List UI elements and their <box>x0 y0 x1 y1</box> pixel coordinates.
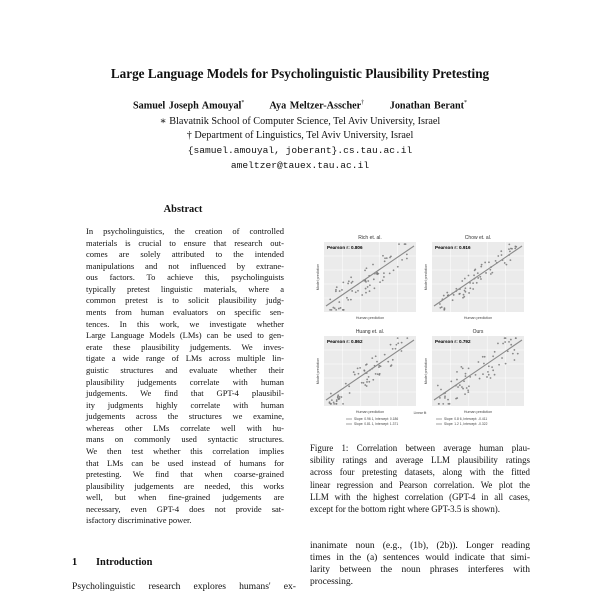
data-point <box>486 376 488 378</box>
data-point <box>373 278 375 280</box>
legend-entry: Slope: 0.81 1, Intercept: 1.371 <box>354 422 399 426</box>
data-point <box>508 248 510 250</box>
data-point <box>474 269 476 271</box>
data-point <box>440 389 442 391</box>
abstract-line: materials is crucial to ensure that research out- <box>86 237 284 248</box>
plot-panel <box>432 242 524 312</box>
data-point <box>515 337 517 339</box>
data-point <box>457 386 459 388</box>
data-point <box>361 294 363 296</box>
data-point <box>382 279 384 281</box>
data-point <box>372 264 374 266</box>
data-point <box>492 369 494 371</box>
abstract-line: pretesting. We find that when coarse-grained <box>86 469 284 480</box>
data-point <box>509 250 511 252</box>
data-point <box>473 274 475 276</box>
data-point <box>462 368 464 370</box>
data-point <box>472 288 474 290</box>
figure-1 <box>312 226 528 431</box>
data-point <box>444 397 446 399</box>
data-point <box>339 290 341 292</box>
data-point <box>484 262 486 264</box>
y-axis-label: Model prediction <box>424 263 428 291</box>
legend-title: Linear fit <box>413 411 427 415</box>
abstract-line: common pretest is to solicit plausibility judg- <box>86 295 284 306</box>
pearson-annotation: Pearson r: 0.862 <box>327 339 363 344</box>
data-point <box>444 307 446 309</box>
data-point <box>442 403 444 405</box>
data-point <box>337 396 339 398</box>
data-point <box>505 363 507 365</box>
data-point <box>347 283 349 285</box>
abstract-line: plausibility judgements are needed, this works <box>86 480 284 491</box>
data-point <box>510 339 512 341</box>
legend-entry: Slope: 1.2 1, Intercept: -0.322 <box>444 422 488 426</box>
data-point <box>348 385 350 387</box>
data-point <box>479 378 481 380</box>
caption-line: across four pretesting datasets, along with the fitted <box>310 467 530 478</box>
data-point <box>484 356 486 358</box>
data-point <box>330 393 332 395</box>
data-point <box>377 373 379 375</box>
data-point <box>383 272 385 274</box>
data-point <box>487 371 489 373</box>
data-point <box>390 344 392 346</box>
data-point <box>466 387 468 389</box>
data-point <box>338 308 340 310</box>
data-point <box>375 355 377 357</box>
subplot-title: Ours <box>472 329 484 335</box>
caption-line: sibility ratings and average LLM plausibility ratings <box>310 455 530 466</box>
data-point <box>438 403 440 405</box>
data-point <box>331 309 333 311</box>
abstract-line: isfactory discriminative power. <box>86 515 192 526</box>
abstract-line: Large Language Models (LMs) can be used to gen- <box>86 330 284 341</box>
data-point <box>465 375 467 377</box>
email: {samuel.amouyal, joberant}.cs.tau.ac.il <box>187 145 413 156</box>
data-point <box>401 342 403 344</box>
data-point <box>368 376 370 378</box>
data-point <box>386 257 388 259</box>
abstract-line: well, but when fine-grained judgements are <box>86 492 284 503</box>
data-point <box>510 259 512 261</box>
data-point <box>468 292 470 294</box>
data-point <box>378 374 380 376</box>
abstract-line: erate these plausibility judgements. We inves- <box>86 341 284 352</box>
data-point <box>363 369 365 371</box>
data-point <box>469 287 471 289</box>
data-point <box>504 262 506 264</box>
data-point <box>456 379 458 381</box>
abstract-line: that LMs can be used instead of humans for <box>86 457 284 468</box>
paper-title: Large Language Models for Psycholinguistic Plausibility Pretesting <box>110 66 490 81</box>
data-point <box>439 397 441 399</box>
data-point <box>464 287 466 289</box>
data-point <box>365 281 367 283</box>
data-point <box>335 289 337 291</box>
data-point <box>366 363 368 365</box>
x-axis-label: Human prediction <box>355 410 385 414</box>
pearson-annotation: Pearson r: 0.806 <box>327 245 363 250</box>
legend-entry: Slope: 0.96 1, Intercept: 0.186 <box>354 417 399 421</box>
section-heading <box>72 557 152 568</box>
data-point <box>396 344 398 346</box>
abstract-line: ous factors. To achieve this, psycholinguists <box>86 272 284 283</box>
data-point <box>378 365 380 367</box>
data-point <box>500 250 502 252</box>
plot-panel <box>432 336 524 406</box>
data-point <box>346 297 348 299</box>
data-point <box>355 291 357 293</box>
data-point <box>482 373 484 375</box>
data-point <box>467 389 469 391</box>
abstract-line: manipulations and not influenced by extrane- <box>86 260 284 271</box>
data-point <box>461 280 463 282</box>
y-axis-label: Model prediction <box>424 357 428 385</box>
data-point <box>480 278 482 280</box>
data-point <box>505 337 507 339</box>
data-point <box>447 399 449 401</box>
data-point <box>464 278 466 280</box>
data-point <box>335 403 337 405</box>
abstract-line: mans on commonly used syntactic structures. <box>86 434 284 445</box>
data-point <box>456 397 458 399</box>
data-point <box>455 288 457 290</box>
data-point <box>443 295 445 297</box>
data-point <box>467 391 469 393</box>
data-point <box>397 337 399 339</box>
data-point <box>395 348 397 350</box>
data-point <box>329 402 331 404</box>
data-point <box>460 366 462 368</box>
pearson-annotation: Pearson r: 0.792 <box>435 339 471 344</box>
figure-caption <box>310 442 530 515</box>
subplot-title: Chow et. al. <box>464 235 492 241</box>
data-point <box>477 272 479 274</box>
data-point <box>389 272 391 274</box>
x-axis-label: Human prediction <box>355 316 385 320</box>
data-point <box>472 282 474 284</box>
data-point <box>478 361 480 363</box>
abstract-line: judgements. We find that GPT-4 plausibil- <box>86 388 284 399</box>
data-point <box>363 382 365 384</box>
email: ameltzer@tauex.tau.ac.il <box>230 160 370 171</box>
data-point <box>406 253 408 255</box>
data-point <box>468 275 470 277</box>
subplot-title: Huang et. al. <box>355 329 385 335</box>
affiliation: † Department of Linguistics, Tel Aviv University, Israel <box>186 130 414 141</box>
data-point <box>342 309 344 311</box>
data-point <box>341 289 343 291</box>
data-point <box>510 344 512 346</box>
data-point <box>383 276 385 278</box>
data-point <box>341 396 343 398</box>
data-point <box>468 368 470 370</box>
data-point <box>488 261 490 263</box>
data-point <box>336 286 338 288</box>
author-mark: † <box>361 100 365 106</box>
data-point <box>514 248 516 250</box>
data-point <box>357 368 359 370</box>
data-point <box>331 399 333 401</box>
data-point <box>444 395 446 397</box>
data-point <box>406 258 408 260</box>
abstract-line: judgements across the structures we examine, <box>86 411 284 422</box>
author-name: Jonathan Berant <box>389 100 465 112</box>
abstract-heading: Abstract <box>163 204 203 215</box>
data-point <box>359 367 361 369</box>
data-point <box>336 399 338 401</box>
data-point <box>483 363 485 365</box>
data-point <box>517 353 519 355</box>
data-point <box>497 343 499 345</box>
x-axis-label: Human prediction <box>463 410 493 414</box>
data-point <box>338 301 340 303</box>
data-point <box>498 364 500 366</box>
data-point <box>461 386 463 388</box>
data-point <box>361 382 363 384</box>
abstract-line: We then test whether this correlation implies <box>86 445 284 456</box>
data-point <box>358 373 360 375</box>
data-point <box>351 282 353 284</box>
data-point <box>374 287 376 289</box>
data-point <box>351 290 353 292</box>
data-point <box>501 254 503 256</box>
abstract-line: In psycholinguistics, the creation of controlled <box>86 226 284 236</box>
subplot <box>316 329 416 414</box>
data-point <box>511 248 513 250</box>
data-point <box>339 396 341 398</box>
data-point <box>365 292 367 294</box>
data-point <box>364 269 366 271</box>
legend-entry: Slope: 0.8 6, Intercept: -0.411 <box>444 417 488 421</box>
data-point <box>491 272 493 274</box>
section-number: 1 <box>72 557 78 568</box>
data-point <box>397 266 399 268</box>
caption-line: LLM with the highest correlation (GPT-4 in all cases, <box>310 491 530 502</box>
body-paragraph <box>310 540 530 588</box>
data-point <box>488 365 490 367</box>
data-point <box>480 266 482 268</box>
data-point <box>492 355 494 357</box>
body-line: processing. <box>310 577 354 588</box>
data-point <box>397 342 399 344</box>
data-point <box>393 269 395 271</box>
abstract-line: ments from human evaluators on specific sen- <box>86 307 284 318</box>
subplot <box>424 235 524 320</box>
data-point <box>488 374 490 376</box>
data-point <box>368 381 370 383</box>
author-mark: * <box>241 100 245 106</box>
plot-panel <box>324 242 416 312</box>
data-point <box>476 282 478 284</box>
pearson-annotation: Pearson r: 0.916 <box>435 245 471 250</box>
data-point <box>465 373 467 375</box>
data-point <box>463 296 465 298</box>
data-point <box>366 385 368 387</box>
data-point <box>446 292 448 294</box>
data-point <box>342 403 344 405</box>
data-point <box>357 290 359 292</box>
data-point <box>514 359 516 361</box>
author-list <box>0 100 600 111</box>
data-point <box>382 255 384 257</box>
data-point <box>345 383 347 385</box>
data-point <box>501 357 503 359</box>
abstract-line: tigate a wide range of LMs across multiple lin- <box>86 353 284 364</box>
data-point <box>506 264 508 266</box>
data-point <box>453 294 455 296</box>
data-point <box>462 388 464 390</box>
abstract-body <box>86 226 284 527</box>
data-point <box>485 272 487 274</box>
data-point <box>437 385 439 387</box>
data-point <box>490 377 492 379</box>
abstract-line: tences. In this work, we investigate whether <box>86 318 284 329</box>
data-point <box>490 273 492 275</box>
data-point <box>449 403 451 405</box>
abstract-line: necessary, even GPT-4 does not provide sat- <box>86 503 284 514</box>
data-point <box>439 303 441 305</box>
data-point <box>459 384 461 386</box>
data-point <box>371 357 373 359</box>
data-point <box>477 277 479 279</box>
data-point <box>401 350 403 352</box>
data-point <box>340 307 342 309</box>
data-point <box>369 290 371 292</box>
data-point <box>439 307 441 309</box>
abstract-line: plausibility judgements correlate with human <box>86 376 284 387</box>
author-name: Aya Meltzer-Asscher <box>269 100 362 112</box>
data-point <box>333 403 335 405</box>
author-mark: * <box>464 100 468 106</box>
data-point <box>369 284 371 286</box>
data-point <box>502 343 504 345</box>
body-line: inanimate noun (e.g., (1b), (2b)). Longer reading <box>310 541 530 551</box>
abstract-line: whereas other LMs correlate well with hu- <box>86 422 284 433</box>
data-point <box>372 379 374 381</box>
data-point <box>375 373 377 375</box>
data-point <box>475 374 477 376</box>
subplot-title: Rich et. al. <box>358 235 382 241</box>
data-point <box>401 259 403 261</box>
data-point <box>367 286 369 288</box>
data-point <box>456 371 458 373</box>
data-point <box>342 281 344 283</box>
data-point <box>508 341 510 343</box>
data-point <box>464 290 466 292</box>
data-point <box>392 359 394 361</box>
intro-paragraph <box>72 581 296 593</box>
abstract-line: ity judgments highly correlate with human <box>86 399 284 410</box>
data-point <box>504 341 506 343</box>
y-axis-label: Model prediction <box>316 357 320 385</box>
data-point <box>334 307 336 309</box>
data-point <box>353 371 355 373</box>
data-point <box>391 364 393 366</box>
caption-line: linear regression and Pearson correlation. We plot the <box>310 479 530 490</box>
data-point <box>335 309 337 311</box>
data-point <box>512 353 514 355</box>
y-axis-label: Model prediction <box>316 263 320 291</box>
data-point <box>384 260 386 262</box>
caption-line: Figure 1: Correlation between average human plau- <box>310 443 530 453</box>
affiliation: ∗ Blavatnik School of Computer Science, Tel Aviv University, Israel <box>159 116 441 127</box>
data-point <box>495 260 497 262</box>
data-point <box>450 380 452 382</box>
body-line: larity between the noun phrases interferes with <box>310 565 530 576</box>
data-point <box>481 264 483 266</box>
data-point <box>508 243 510 245</box>
data-point <box>489 269 491 271</box>
data-point <box>459 293 461 295</box>
data-point <box>389 257 391 259</box>
data-point <box>365 288 367 290</box>
data-point <box>494 351 496 353</box>
data-point <box>329 298 331 300</box>
x-axis-label: Human prediction <box>463 316 493 320</box>
data-point <box>348 280 350 282</box>
data-point <box>349 392 351 394</box>
data-point <box>367 280 369 282</box>
author-name: Samuel Joseph Amouyal <box>132 100 242 112</box>
data-point <box>463 380 465 382</box>
subplot <box>316 235 416 320</box>
data-point <box>514 246 516 248</box>
data-point <box>452 299 454 301</box>
body-line: times in the (a) sentences would indicate that simi- <box>310 553 530 564</box>
section-title: Introduction <box>96 557 153 568</box>
data-point <box>387 361 389 363</box>
data-point <box>350 276 352 278</box>
data-point <box>384 354 386 356</box>
data-point <box>491 366 493 368</box>
data-point <box>366 267 368 269</box>
data-point <box>350 299 352 301</box>
data-point <box>379 281 381 283</box>
data-point <box>406 337 408 339</box>
abstract-line: guistic structures and evaluate whether their <box>86 364 284 375</box>
data-point <box>463 294 465 296</box>
data-point <box>468 385 470 387</box>
data-point <box>392 348 394 350</box>
data-point <box>384 257 386 259</box>
data-point <box>513 349 515 351</box>
data-point <box>494 374 496 376</box>
data-point <box>464 393 466 395</box>
abstract-line: typically pretest linguistic materials, where a <box>86 283 284 294</box>
data-point <box>376 361 378 363</box>
subplot <box>424 329 524 414</box>
data-point <box>404 243 406 245</box>
intro-line: Psycholinguistic research explores humans' ex- <box>72 581 296 592</box>
data-point <box>479 276 481 278</box>
data-point <box>398 243 400 245</box>
data-point <box>366 379 368 381</box>
abstract-line: comes are solely attributed to the intended <box>86 249 284 260</box>
caption-line: except for the bottom right where GPT-3.5 is shown). <box>310 504 500 515</box>
data-point <box>366 381 368 383</box>
data-point <box>347 299 349 301</box>
data-point <box>482 356 484 358</box>
data-point <box>497 255 499 257</box>
data-point <box>354 374 356 376</box>
